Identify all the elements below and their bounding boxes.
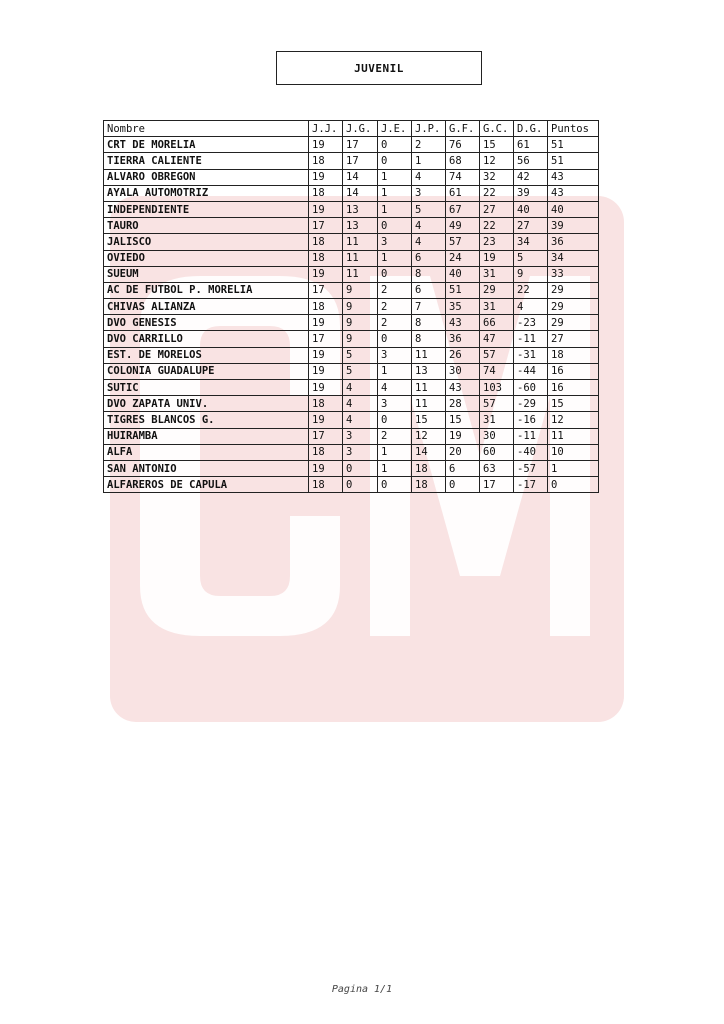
team-name-cell: SUTIC [104, 380, 309, 396]
header-jj: J.J. [309, 121, 343, 137]
je-cell: 1 [378, 363, 412, 379]
jp-cell: 6 [412, 250, 446, 266]
gc-cell: 29 [480, 282, 514, 298]
je-cell: 0 [378, 153, 412, 169]
gf-cell: 67 [446, 201, 480, 217]
puntos-cell: 12 [548, 412, 599, 428]
puntos-cell: 34 [548, 250, 599, 266]
team-name-cell: EST. DE MORELOS [104, 347, 309, 363]
header-jg: J.G. [343, 121, 378, 137]
gf-cell: 51 [446, 282, 480, 298]
gf-cell: 19 [446, 428, 480, 444]
jp-cell: 4 [412, 234, 446, 250]
jg-cell: 9 [343, 331, 378, 347]
puntos-cell: 51 [548, 153, 599, 169]
team-name-cell: AC DE FUTBOL P. MORELIA [104, 282, 309, 298]
gf-cell: 76 [446, 137, 480, 153]
team-name-cell: JALISCO [104, 234, 309, 250]
je-cell: 2 [378, 428, 412, 444]
puntos-cell: 36 [548, 234, 599, 250]
gc-cell: 15 [480, 137, 514, 153]
puntos-cell: 16 [548, 363, 599, 379]
dg-cell: -40 [514, 444, 548, 460]
jg-cell: 11 [343, 234, 378, 250]
table-row [104, 137, 599, 153]
je-cell: 2 [378, 282, 412, 298]
gc-cell: 66 [480, 315, 514, 331]
header-je: J.E. [378, 121, 412, 137]
team-name-cell: OVIEDO [104, 250, 309, 266]
jp-cell: 12 [412, 428, 446, 444]
jj-cell: 19 [309, 380, 343, 396]
jp-cell: 5 [412, 201, 446, 217]
gf-cell: 6 [446, 460, 480, 476]
gf-cell: 0 [446, 477, 480, 493]
jj-cell: 19 [309, 201, 343, 217]
table-row [104, 380, 599, 396]
standings-body [104, 137, 599, 493]
jj-cell: 17 [309, 218, 343, 234]
jg-cell: 17 [343, 137, 378, 153]
team-name-cell: ALVARO OBREGON [104, 169, 309, 185]
jg-cell: 11 [343, 250, 378, 266]
je-cell: 0 [378, 137, 412, 153]
jp-cell: 11 [412, 380, 446, 396]
dg-cell: -29 [514, 396, 548, 412]
team-name-cell: SUEUM [104, 266, 309, 282]
puntos-cell: 39 [548, 218, 599, 234]
table-row [104, 169, 599, 185]
gc-cell: 22 [480, 218, 514, 234]
gf-cell: 24 [446, 250, 480, 266]
dg-cell: -57 [514, 460, 548, 476]
dg-cell: -17 [514, 477, 548, 493]
jj-cell: 18 [309, 396, 343, 412]
table-row [104, 282, 599, 298]
jp-cell: 1 [412, 153, 446, 169]
jj-cell: 17 [309, 331, 343, 347]
jj-cell: 18 [309, 153, 343, 169]
jj-cell: 19 [309, 363, 343, 379]
table-row [104, 299, 599, 315]
dg-cell: 27 [514, 218, 548, 234]
je-cell: 0 [378, 412, 412, 428]
table-row [104, 153, 599, 169]
jp-cell: 18 [412, 477, 446, 493]
table-row [104, 412, 599, 428]
je-cell: 3 [378, 396, 412, 412]
puntos-cell: 51 [548, 137, 599, 153]
dg-cell: 22 [514, 282, 548, 298]
gc-cell: 12 [480, 153, 514, 169]
jj-cell: 18 [309, 234, 343, 250]
jg-cell: 3 [343, 444, 378, 460]
gc-cell: 27 [480, 201, 514, 217]
header-nombre: Nombre [104, 121, 309, 137]
gc-cell: 47 [480, 331, 514, 347]
gc-cell: 57 [480, 347, 514, 363]
jj-cell: 19 [309, 137, 343, 153]
table-row [104, 477, 599, 493]
jj-cell: 19 [309, 412, 343, 428]
jg-cell: 0 [343, 477, 378, 493]
gf-cell: 49 [446, 218, 480, 234]
jg-cell: 5 [343, 363, 378, 379]
dg-cell: -11 [514, 331, 548, 347]
gf-cell: 28 [446, 396, 480, 412]
jg-cell: 9 [343, 315, 378, 331]
je-cell: 1 [378, 444, 412, 460]
team-name-cell: COLONIA GUADALUPE [104, 363, 309, 379]
gc-cell: 103 [480, 380, 514, 396]
jj-cell: 17 [309, 282, 343, 298]
jj-cell: 19 [309, 315, 343, 331]
jp-cell: 4 [412, 218, 446, 234]
jg-cell: 0 [343, 460, 378, 476]
document-title [276, 51, 482, 85]
je-cell: 3 [378, 234, 412, 250]
standings-table [103, 120, 599, 493]
je-cell: 4 [378, 380, 412, 396]
jj-cell: 18 [309, 185, 343, 201]
team-name-cell: CRT DE MORELIA [104, 137, 309, 153]
gc-cell: 30 [480, 428, 514, 444]
je-cell: 0 [378, 477, 412, 493]
gc-cell: 31 [480, 299, 514, 315]
document-title-text: JUVENIL [354, 61, 404, 75]
dg-cell: -44 [514, 363, 548, 379]
gc-cell: 19 [480, 250, 514, 266]
team-name-cell: DVO GENESIS [104, 315, 309, 331]
puntos-cell: 16 [548, 380, 599, 396]
jj-cell: 19 [309, 266, 343, 282]
gc-cell: 32 [480, 169, 514, 185]
header-gf: G.F. [446, 121, 480, 137]
dg-cell: -31 [514, 347, 548, 363]
puntos-cell: 33 [548, 266, 599, 282]
jp-cell: 18 [412, 460, 446, 476]
puntos-cell: 15 [548, 396, 599, 412]
gc-cell: 74 [480, 363, 514, 379]
jp-cell: 11 [412, 396, 446, 412]
jp-cell: 8 [412, 315, 446, 331]
je-cell: 1 [378, 169, 412, 185]
dg-cell: 40 [514, 201, 548, 217]
team-name-cell: TAURO [104, 218, 309, 234]
puntos-cell: 18 [548, 347, 599, 363]
puntos-cell: 29 [548, 282, 599, 298]
team-name-cell: ALFA [104, 444, 309, 460]
je-cell: 3 [378, 347, 412, 363]
team-name-cell: DVO ZAPATA UNIV. [104, 396, 309, 412]
jg-cell: 5 [343, 347, 378, 363]
puntos-cell: 29 [548, 315, 599, 331]
jg-cell: 9 [343, 299, 378, 315]
gf-cell: 43 [446, 380, 480, 396]
gf-cell: 30 [446, 363, 480, 379]
jg-cell: 13 [343, 218, 378, 234]
jj-cell: 19 [309, 347, 343, 363]
gc-cell: 22 [480, 185, 514, 201]
je-cell: 2 [378, 315, 412, 331]
jp-cell: 8 [412, 331, 446, 347]
jg-cell: 14 [343, 169, 378, 185]
jg-cell: 4 [343, 396, 378, 412]
je-cell: 0 [378, 218, 412, 234]
table-row [104, 266, 599, 282]
jj-cell: 17 [309, 428, 343, 444]
table-row [104, 218, 599, 234]
header-gc: G.C. [480, 121, 514, 137]
team-name-cell: TIGRES BLANCOS G. [104, 412, 309, 428]
jj-cell: 18 [309, 444, 343, 460]
table-row [104, 185, 599, 201]
puntos-cell: 43 [548, 169, 599, 185]
jj-cell: 19 [309, 460, 343, 476]
je-cell: 1 [378, 460, 412, 476]
jg-cell: 17 [343, 153, 378, 169]
gf-cell: 43 [446, 315, 480, 331]
jp-cell: 7 [412, 299, 446, 315]
team-name-cell: HUIRAMBA [104, 428, 309, 444]
puntos-cell: 43 [548, 185, 599, 201]
gf-cell: 20 [446, 444, 480, 460]
dg-cell: -11 [514, 428, 548, 444]
dg-cell: 34 [514, 234, 548, 250]
puntos-cell: 10 [548, 444, 599, 460]
gc-cell: 31 [480, 412, 514, 428]
table-row [104, 444, 599, 460]
gf-cell: 35 [446, 299, 480, 315]
table-row [104, 396, 599, 412]
jp-cell: 4 [412, 169, 446, 185]
jp-cell: 13 [412, 363, 446, 379]
header-puntos: Puntos [548, 121, 599, 137]
jg-cell: 9 [343, 282, 378, 298]
header-jp: J.P. [412, 121, 446, 137]
table-row [104, 460, 599, 476]
dg-cell: 42 [514, 169, 548, 185]
gf-cell: 26 [446, 347, 480, 363]
team-name-cell: AYALA AUTOMOTRIZ [104, 185, 309, 201]
jp-cell: 6 [412, 282, 446, 298]
gc-cell: 31 [480, 266, 514, 282]
team-name-cell: TIERRA CALIENTE [104, 153, 309, 169]
dg-cell: 4 [514, 299, 548, 315]
gf-cell: 61 [446, 185, 480, 201]
jg-cell: 11 [343, 266, 378, 282]
jp-cell: 11 [412, 347, 446, 363]
jg-cell: 3 [343, 428, 378, 444]
gf-cell: 15 [446, 412, 480, 428]
jj-cell: 19 [309, 169, 343, 185]
jp-cell: 15 [412, 412, 446, 428]
puntos-cell: 40 [548, 201, 599, 217]
jp-cell: 3 [412, 185, 446, 201]
dg-cell: -60 [514, 380, 548, 396]
dg-cell: -16 [514, 412, 548, 428]
header-dg: D.G. [514, 121, 548, 137]
table-row [104, 363, 599, 379]
jj-cell: 18 [309, 477, 343, 493]
dg-cell: 56 [514, 153, 548, 169]
team-name-cell: SAN ANTONIO [104, 460, 309, 476]
jp-cell: 2 [412, 137, 446, 153]
dg-cell: 9 [514, 266, 548, 282]
gc-cell: 60 [480, 444, 514, 460]
gf-cell: 57 [446, 234, 480, 250]
table-row [104, 428, 599, 444]
je-cell: 1 [378, 185, 412, 201]
team-name-cell: INDEPENDIENTE [104, 201, 309, 217]
puntos-cell: 0 [548, 477, 599, 493]
je-cell: 1 [378, 201, 412, 217]
dg-cell: 5 [514, 250, 548, 266]
puntos-cell: 29 [548, 299, 599, 315]
team-name-cell: CHIVAS ALIANZA [104, 299, 309, 315]
team-name-cell: DVO CARRILLO [104, 331, 309, 347]
gc-cell: 17 [480, 477, 514, 493]
je-cell: 1 [378, 250, 412, 266]
table-row [104, 234, 599, 250]
page-number: Pagina 1/1 [331, 984, 393, 995]
puntos-cell: 27 [548, 331, 599, 347]
jp-cell: 8 [412, 266, 446, 282]
dg-cell: -23 [514, 315, 548, 331]
gf-cell: 40 [446, 266, 480, 282]
jg-cell: 4 [343, 380, 378, 396]
team-name-cell: ALFAREROS DE CAPULA [104, 477, 309, 493]
table-row [104, 331, 599, 347]
page-footer [0, 984, 724, 995]
je-cell: 0 [378, 266, 412, 282]
puntos-cell: 1 [548, 460, 599, 476]
je-cell: 0 [378, 331, 412, 347]
dg-cell: 39 [514, 185, 548, 201]
jj-cell: 18 [309, 299, 343, 315]
jp-cell: 14 [412, 444, 446, 460]
puntos-cell: 11 [548, 428, 599, 444]
table-row [104, 347, 599, 363]
table-row [104, 201, 599, 217]
gc-cell: 23 [480, 234, 514, 250]
gc-cell: 63 [480, 460, 514, 476]
jg-cell: 4 [343, 412, 378, 428]
gf-cell: 74 [446, 169, 480, 185]
gf-cell: 36 [446, 331, 480, 347]
gc-cell: 57 [480, 396, 514, 412]
jj-cell: 18 [309, 250, 343, 266]
dg-cell: 61 [514, 137, 548, 153]
jg-cell: 14 [343, 185, 378, 201]
table-header-row [104, 121, 599, 137]
jg-cell: 13 [343, 201, 378, 217]
je-cell: 2 [378, 299, 412, 315]
table-row [104, 250, 599, 266]
gf-cell: 68 [446, 153, 480, 169]
table-row [104, 315, 599, 331]
